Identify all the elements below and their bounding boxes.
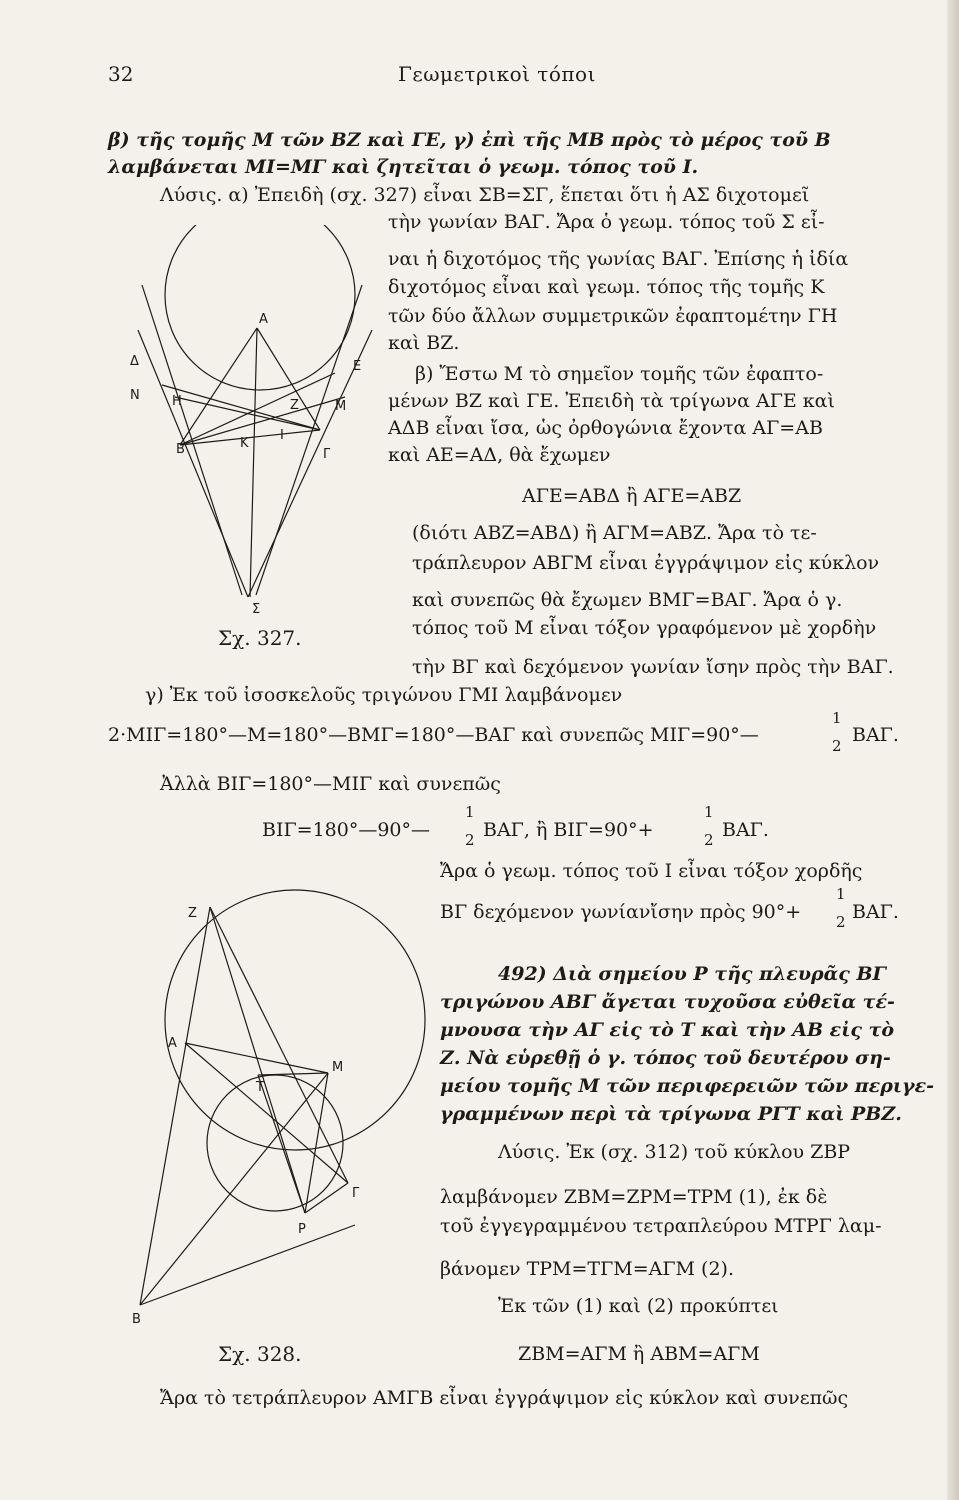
text-line: ΒΑΓ, ἢ ΒΙΓ=90°+	[483, 819, 654, 841]
fraction-denominator: 2	[832, 737, 842, 755]
text-line: 2·ΜΙΓ=180°—Μ=180°—ΒΜΓ=180°—ΒΑΓ καὶ συνεπῶς ΜΙΓ=90°—	[108, 724, 759, 746]
figure-327-label: Μ	[335, 399, 347, 414]
fraction-denominator: 2	[465, 831, 475, 849]
figure-328-label: Α	[168, 1036, 177, 1051]
figure-327-label: Ε	[353, 359, 362, 374]
text-line: Ἄρα ὁ γεωμ. τόπος τοῦ Ι εἶναι τόξον χορδῆς	[440, 860, 863, 882]
figure-328-small-circle	[207, 1075, 343, 1211]
fraction-numerator: 1	[832, 709, 842, 727]
figure-328-label: Γ	[352, 1186, 360, 1201]
text-line: Ἀλλὰ ΒΙΓ=180°—ΜΙΓ καὶ συνεπῶς	[160, 773, 501, 795]
text-line: τὴν ΒΓ καὶ δεχόμενον γωνίαν ἴσην πρὸς τὴν ΒΑΓ.	[412, 656, 894, 678]
fraction-numerator: 1	[465, 803, 475, 821]
text-line: μένων ΒΖ καὶ ΓΕ. Ἐπειδὴ τὰ τρίγωνα ΑΓΕ καὶ	[388, 390, 835, 412]
fraction-denominator: 2	[836, 913, 846, 931]
text-line: β) Ἔστω Μ τὸ σημεῖον τομῆς τῶν ἐφαπτο-	[415, 363, 824, 385]
figure-327-label: Δ	[130, 354, 139, 369]
figure-327	[130, 225, 380, 625]
text-line: τόπος τοῦ Μ εἶναι τόξον γραφόμενον μὲ χορδὴν	[412, 617, 877, 639]
text-line: διχοτόμος εἶναι καὶ γεωμ. τόπος τῆς τομῆς Κ	[388, 276, 825, 298]
figure-328-label: Β	[132, 1312, 141, 1327]
figure-327-label: Ζ	[290, 398, 299, 413]
text-line: τὴν γωνίαν ΒΑΓ. Ἄρα ὁ γεωμ. τόπος τοῦ Σ εἶ-	[388, 211, 825, 233]
figure-327-label: Σ	[252, 602, 261, 617]
text-line: Λύσις. α) Ἐπειδὴ (σχ. 327) εἶναι ΣΒ=ΣΓ, ἕπεται ὅτι ἡ ΑΣ διχοτομεῖ	[160, 184, 810, 206]
figure-328-label: Μ	[332, 1060, 344, 1075]
figure-328-label: Τ	[256, 1080, 264, 1095]
figure-328-caption: Σχ. 328.	[218, 1342, 302, 1366]
text-line: τράπλευρον ΑΒΓΜ εἶναι ἐγγράψιμον εἰς κύκλον	[412, 552, 880, 574]
text-line: τῶν δύο ἄλλων συμμετρικῶν ἐφαπτομέτην ΓΗ	[388, 305, 838, 327]
text-line: ΒΓ δεχόμενον γωνίανἴσην πρὸς 90°+	[440, 901, 802, 923]
text-line: καὶ ΒΖ.	[388, 332, 460, 354]
figure-327-caption: Σχ. 327.	[218, 626, 302, 650]
text-line: γραμμένων περὶ τὰ τρίγωνα ΡΓΤ καὶ ΡΒΖ.	[440, 1103, 902, 1125]
text-line: λαμβάνεται ΜΙ=ΜΓ καὶ ζητεῖται ὁ γεωμ. τόπος τοῦ Ι.	[108, 156, 699, 178]
text-line: ΒΑΓ.	[722, 819, 769, 841]
fraction-denominator: 2	[704, 831, 714, 849]
figure-327-label: Ν	[130, 388, 140, 403]
text-line: ΑΓΕ=ΑΒΔ ἢ ΑΓΕ=ΑΒΖ	[522, 485, 742, 507]
fraction-numerator: 1	[836, 885, 846, 903]
page-edge-shadow	[947, 0, 959, 1500]
figure-327-label: Η	[172, 394, 182, 409]
figure-328-circle	[165, 890, 425, 1150]
figure-328-label: Ρ	[298, 1222, 306, 1237]
figure-327-label: Α	[259, 312, 268, 327]
text-line: ΒΑΓ.	[852, 901, 899, 923]
figure-327-label: Ι	[280, 428, 284, 443]
text-line: β) τῆς τομῆς Μ τῶν ΒΖ καὶ ΓΕ, γ) ἐπὶ τῆς ΜΒ πρὸς τὸ μέρος τοῦ Β	[108, 129, 831, 151]
text-line: καὶ συνεπῶς θὰ ἔχωμεν ΒΜΓ=ΒΑΓ. Ἄρα ὁ γ.	[412, 589, 843, 611]
text-line: λαμβάνομεν ΖΒΜ=ΖΡΜ=ΤΡΜ (1), ἐκ δὲ	[440, 1186, 828, 1208]
figure-328-label: Ζ	[188, 906, 197, 921]
text-line: γ) Ἐκ τοῦ ἰσοσκελοῦς τριγώνου ΓΜΙ λαμβάνομεν	[145, 684, 623, 706]
text-line: (διότι ΑΒΖ=ΑΒΔ) ἢ ΑΓΜ=ΑΒΖ. Ἄρα τὸ τε-	[412, 522, 817, 544]
text-line: βάνομεν ΤΡΜ=ΤΓΜ=ΑΓΜ (2).	[440, 1258, 734, 1280]
text-line: μνουσα τὴν ΑΓ εἰς τὸ Τ καὶ τὴν ΑΒ εἰς τὸ	[440, 1019, 895, 1041]
running-head: Γεωμετρικοὶ τόποι	[398, 62, 596, 86]
text-line: ΑΔΒ εἶναι ἴσα, ὡς ὀρθογώνια ἔχοντα ΑΓ=ΑΒ	[388, 417, 823, 439]
fraction-numerator: 1	[704, 803, 714, 821]
text-line: Ἐκ τῶν (1) καὶ (2) προκύπτει	[498, 1295, 779, 1317]
text-line: τοῦ ἐγγεγραμμένου τετραπλεύρου ΜΤΡΓ λαμ-	[440, 1215, 882, 1237]
text-line: Ἄρα τὸ τετράπλευρον ΑΜΓΒ εἶναι ἐγγράψιμον εἰς κύκλον καὶ συνεπῶς	[160, 1387, 849, 1409]
text-line: καὶ ΑΕ=ΑΔ, θὰ ἔχωμεν	[388, 444, 611, 466]
text-line: ΒΑΓ.	[852, 724, 899, 746]
figure-327-label: Γ	[323, 447, 331, 462]
text-line: ναι ἡ διχοτόμος τῆς γωνίας ΒΑΓ. Ἐπίσης ἡ ἰδία	[388, 248, 849, 270]
text-line: ΖΒΜ=ΑΓΜ ἢ ΑΒΜ=ΑΓΜ	[518, 1343, 760, 1365]
page-number: 32	[108, 62, 134, 86]
text-line: Ζ. Νὰ εὑρεθῇ ὁ γ. τόπος τοῦ δευτέρου ση-	[440, 1047, 891, 1069]
figure-327-label: Β	[176, 442, 185, 457]
exercise-heading: 492) Διὰ σημείου Ρ τῆς πλευρᾶς ΒΓ	[498, 963, 887, 985]
text-line: ΒΙΓ=180°—90°—	[262, 819, 431, 841]
text-line: μείου τομῆς Μ τῶν περιφερειῶν τῶν περιγε-	[440, 1075, 935, 1097]
figure-327-label: Κ	[240, 436, 249, 451]
figure-327-circle	[165, 225, 355, 390]
text-line: Λύσις. Ἐκ (σχ. 312) τοῦ κύκλου ΖΒΡ	[498, 1141, 851, 1163]
text-line: τριγώνου ΑΒΓ ἄγεται τυχοῦσα εὐθεῖα τέ-	[440, 991, 895, 1013]
figure-328	[130, 865, 430, 1335]
